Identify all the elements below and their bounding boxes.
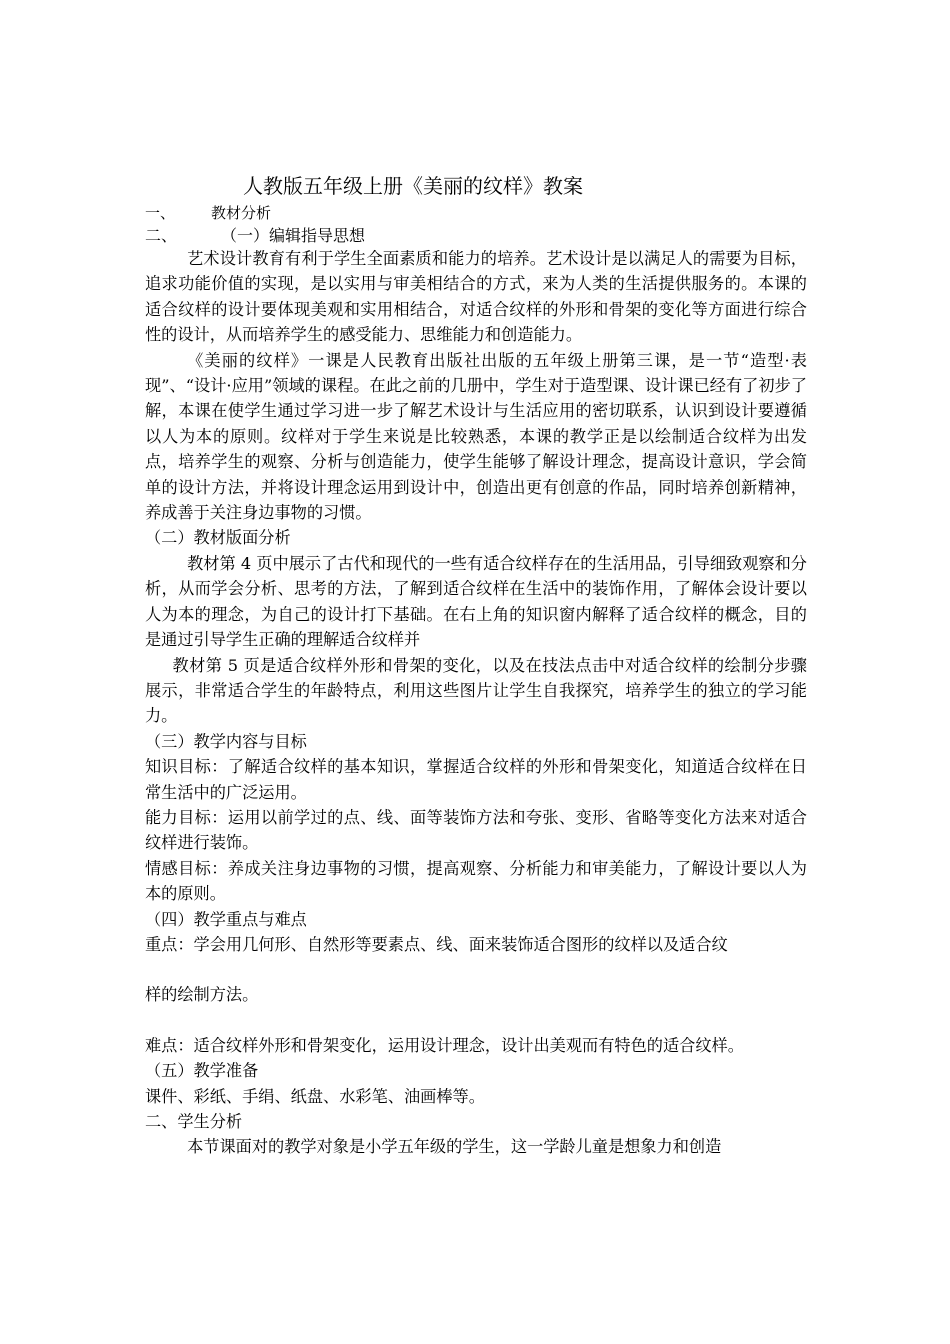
goal-ability: 能力目标：运用以前学过的点、线、面等装饰方法和夸张、变形、省略等变化方法来对适合纹样进行装饰。 (145, 807, 807, 853)
difficult-point: 难点：适合纹样外形和骨架变化，运用设计理念，设计出美观而有特色的适合纹样。 (145, 1035, 744, 1055)
key-point-line-1: 重点：学会用几何形、自然形等要素点、线、面来装饰适合图形的纹样以及适合纹 (145, 934, 728, 954)
document-body (145, 246, 807, 1160)
paragraph-guiding-idea: 艺术设计教育有利于学生全面素质和能力的培养。艺术设计是以满足人的需要为目标，追求功能价值的实现，是以实用与审美相结合的方式，来为人类的生活提供服务的。本课的适合纹样的设计要体现美观和实用相结合，对适合纹样的外形和骨架的变化等方面进行综合性的设计，从而培养学生的感受能力、思维能力和创造能力。 (145, 249, 807, 345)
goal-emotion: 情感目标：养成关注身边事物的习惯，提高观察、分析能力和审美能力，了解设计要以人为本的原则。 (145, 858, 807, 904)
heading-key-points: （四）教学重点与难点 (145, 909, 307, 929)
heading-preparation: （五）教学准备 (145, 1061, 259, 1081)
preparation-list: 课件、彩纸、手绢、纸盘、水彩笔、油画棒等。 (145, 1086, 485, 1106)
outline-item-2 (145, 225, 366, 247)
outline-number: 二、 (145, 226, 178, 245)
paragraph-page5: 教材第 5 页是适合纹样外形和骨架的变化，以及在技法点击中对适合纹样的绘制分步骤展示，非常适合学生的年龄特点，利用这些图片让学生自我探究，培养学生的独立的学习能力。 (145, 655, 807, 726)
heading-content-goals: （三）教学内容与目标 (145, 731, 307, 751)
key-point-line-2: 样的绘制方法。 (145, 985, 259, 1005)
document-title: 人教版五年级上册《美丽的纹样》教案 (243, 174, 583, 198)
outline-item-1 (145, 202, 272, 224)
outline-text: 教材分析 (211, 204, 272, 222)
goal-knowledge: 知识目标：了解适合纹样的基本知识，掌握适合纹样的外形和骨架变化，知道适合纹样在日常生活中的广泛运用。 (145, 757, 807, 802)
paragraph-lesson-intro: 《美丽的纹样》一课是人民教育出版社出版的五年级上册第三课，是一节“造型·表现”、“设计·应用”领域的课程。在此之前的几册中，学生对于造型课、设计课已经有了初步了解，本课在使学生通过学习进一步了解艺术设计与生活应用的密切联系，认识到设计要遵循以人为本的原则。纹样对于学生来说是比较熟悉，本课的教学正是以绘制适合纹样为出发点，培养学生的观察、分析与创造能力，使学生能够了解设计理念，提高设计意识，学会简单的设计方法，并将设计理念运用到设计中，创造出更有创意的作品，同时培养创新精神，养成善于关注身边事物的习惯。 (145, 350, 807, 523)
heading-student-analysis: 二、学生分析 (145, 1112, 243, 1131)
heading-layout-analysis: （二）教材版面分析 (145, 528, 291, 548)
paragraph-student-analysis: 本节课面对的教学对象是小学五年级的学生，这一学龄儿童是想象力和创造 (187, 1137, 722, 1157)
paragraph-page4: 教材第 4 页中展示了古代和现代的一些有适合纹样存在的生活用品，引导细致观察和分析，从而学会分析、思考的方法，了解到适合纹样在生活中的装饰作用，了解体会设计要以人为本的理念，为自己的设计打下基础。在右上角的知识窗内解释了适合纹样的概念，目的是通过引导学生正确的理解适合纹样并 (145, 553, 807, 650)
outline-text: （一）编辑指导思想 (221, 226, 366, 245)
outline-number: 一、 (145, 204, 176, 222)
